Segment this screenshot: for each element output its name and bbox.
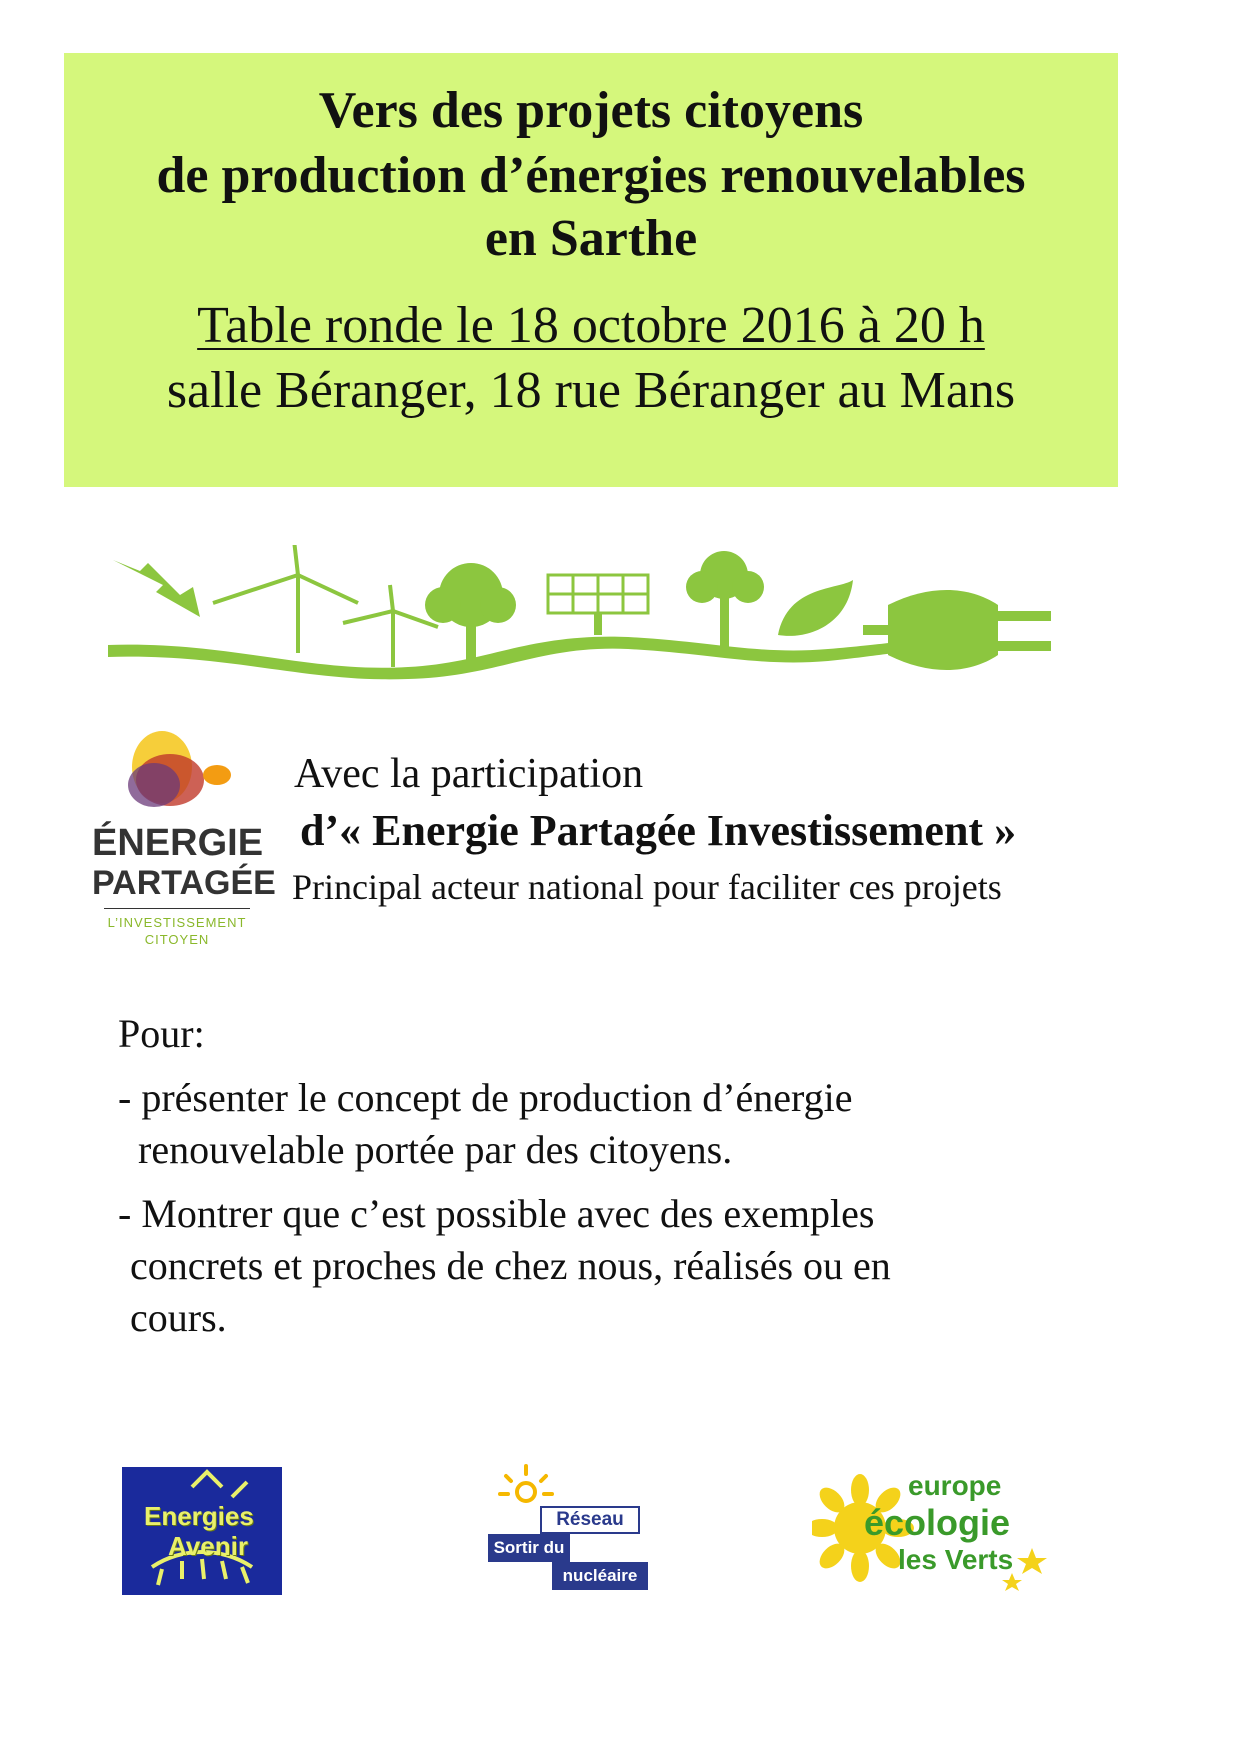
participation-intro: Avec la participation xyxy=(294,751,644,797)
eelv-logo-word-1: europe xyxy=(908,1470,1002,1501)
goal-2-line-1: - Montrer que c’est possible avec des exemples xyxy=(118,1191,875,1236)
title-line-1: Vers des projets citoyens xyxy=(318,82,864,139)
goal-2-line-3: cours. xyxy=(130,1295,227,1340)
participation-description: Principal acteur national pour faciliter ces projets xyxy=(292,867,1002,907)
eelv-logo xyxy=(812,1468,1052,1598)
goals-heading: Pour: xyxy=(118,1011,205,1056)
leaf-icon xyxy=(778,580,853,636)
goal-1-line-1: - présenter le concept de production d’énergie xyxy=(118,1075,853,1120)
rsn-logo-word-3: nucléaire xyxy=(552,1562,648,1590)
tree-icon-2 xyxy=(686,551,764,647)
eelv-logo-word-3: les Verts xyxy=(898,1544,1014,1575)
lightning-icon xyxy=(113,560,200,617)
eelv-logo-word-2: écologie xyxy=(864,1502,1011,1543)
solar-panel-icon xyxy=(548,575,648,635)
green-energy-banner xyxy=(108,545,1108,705)
ep-logo-sub-2: CITOYEN xyxy=(144,932,210,947)
ep-logo-word-2: PARTAGÉE xyxy=(92,864,276,902)
event-date-line xyxy=(64,296,1118,356)
ea-logo-word-1: Energies xyxy=(144,1501,254,1531)
sun-icon xyxy=(496,1462,556,1512)
ep-logo-word-1: ÉNERGIE xyxy=(92,822,264,864)
rsn-logo-word-2: Sortir du xyxy=(488,1534,570,1562)
event-place: salle Béranger, 18 rue Béranger au Mans xyxy=(166,362,1016,419)
plug-icon xyxy=(863,590,1051,670)
goal-1-line-2: renouvelable portée par des citoyens. xyxy=(138,1127,733,1172)
tree-icon xyxy=(425,563,516,665)
title-line-2: de production d’énergies renouvelables xyxy=(156,147,1026,204)
wind-turbine-icon xyxy=(213,545,358,653)
ep-logo-sub-1: L’INVESTISSEMENT xyxy=(107,915,247,930)
energies-avenir-logo xyxy=(122,1467,282,1595)
wind-turbine-small-icon xyxy=(343,585,438,667)
title-line-3: en Sarthe xyxy=(484,210,698,267)
rsn-logo-word-1: Réseau xyxy=(540,1506,640,1534)
title-box xyxy=(64,53,1118,487)
ep-logo-divider xyxy=(104,908,250,909)
sortir-du-nucleaire-logo xyxy=(488,1462,648,1592)
participation-org: d’« Energie Partagée Investissement » xyxy=(300,806,1017,855)
goal-2-line-2: concrets et proches de chez nous, réalisés ou en xyxy=(130,1243,891,1288)
energie-partagee-logo xyxy=(92,725,276,957)
butterfly-icon xyxy=(92,725,262,825)
ea-logo-word-2: Avenir xyxy=(168,1531,248,1561)
event-date: Table ronde le 18 octobre 2016 à 20 h xyxy=(197,297,985,354)
